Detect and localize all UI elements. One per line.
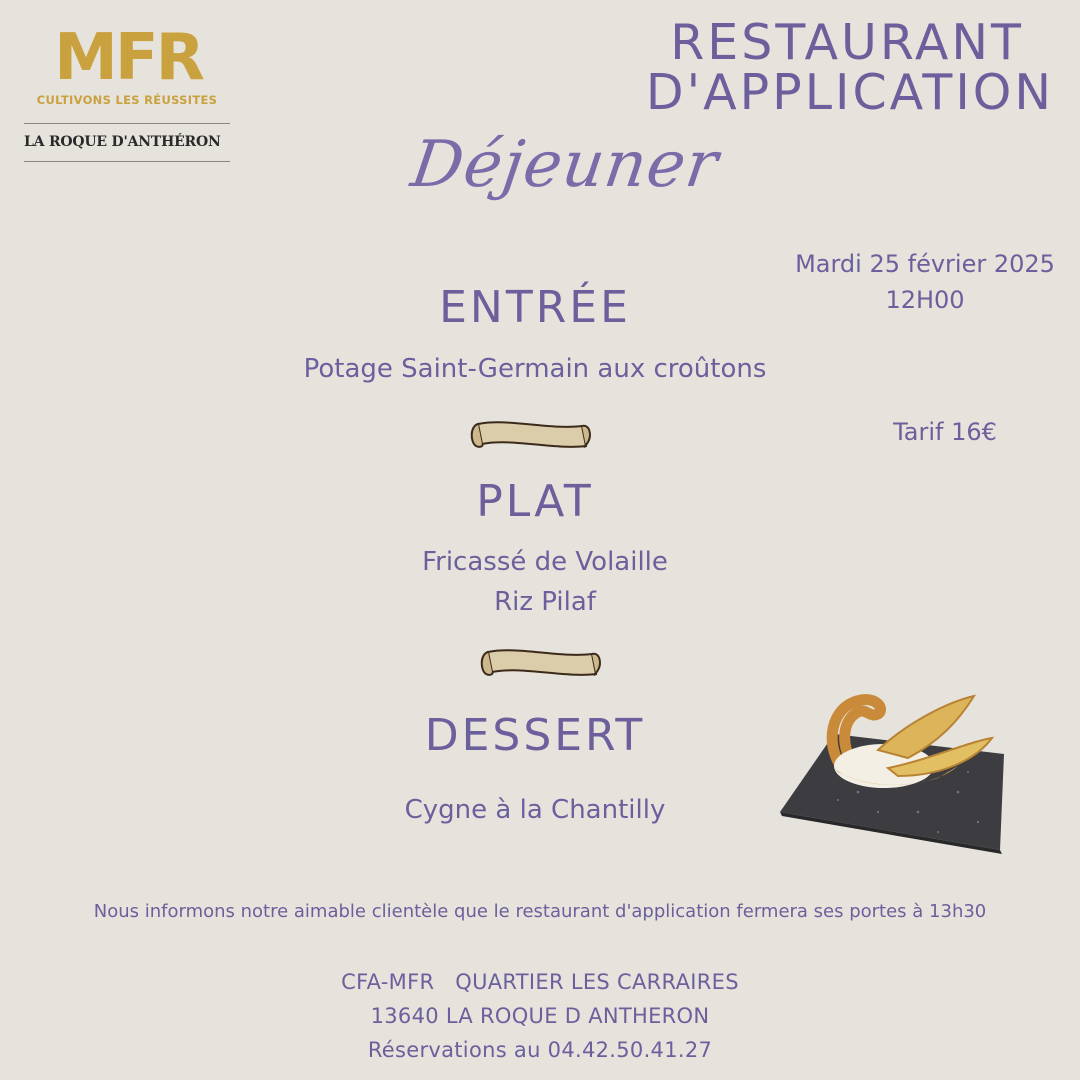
logo-location: LA ROQUE D'ANTHÉRON bbox=[24, 134, 221, 150]
dessert-heading: DESSERT bbox=[424, 710, 646, 761]
ribbon-divider-icon bbox=[478, 644, 602, 688]
date-day: Mardi 25 février 2025 bbox=[795, 250, 1055, 278]
meal-heading: Déjeuner bbox=[406, 128, 724, 202]
reservation-phone: Réservations au 04.42.50.41.27 bbox=[367, 1038, 713, 1062]
address-line-1: CFA-MFR QUARTIER LES CARRAIRES bbox=[341, 970, 739, 994]
closing-notice: Nous informons notre aimable clientèle que le restaurant d'application fermera ses portes à 13h30 bbox=[93, 901, 987, 922]
logo-divider-bottom bbox=[24, 161, 230, 162]
starter-item: Potage Saint-Germain aux croûtons bbox=[303, 354, 767, 384]
mfr-logo bbox=[24, 21, 230, 165]
main-item-1: Fricassé de Volaille bbox=[422, 547, 668, 577]
title-line-2: D'APPLICATION bbox=[645, 64, 1054, 121]
main-item-2: Riz Pilaf bbox=[494, 587, 596, 617]
dessert-item: Cygne à la Chantilly bbox=[404, 795, 666, 825]
address-line-2: 13640 LA ROQUE D ANTHERON bbox=[370, 1004, 710, 1028]
logo-tagline: CULTIVONS LES RÉUSSITES bbox=[36, 93, 218, 107]
logo-divider-top bbox=[24, 123, 230, 124]
logo-brand: MFR bbox=[54, 21, 202, 95]
main-heading: PLAT bbox=[476, 476, 594, 527]
page-title bbox=[574, 14, 1054, 121]
title-line-1: RESTAURANT bbox=[670, 14, 1024, 71]
price-label: Tarif 16€ bbox=[893, 418, 997, 446]
date-time: 12H00 bbox=[885, 286, 965, 314]
starter-heading: ENTRÉE bbox=[439, 282, 631, 333]
dessert-photo bbox=[778, 672, 1008, 854]
ribbon-divider-icon bbox=[468, 416, 592, 460]
